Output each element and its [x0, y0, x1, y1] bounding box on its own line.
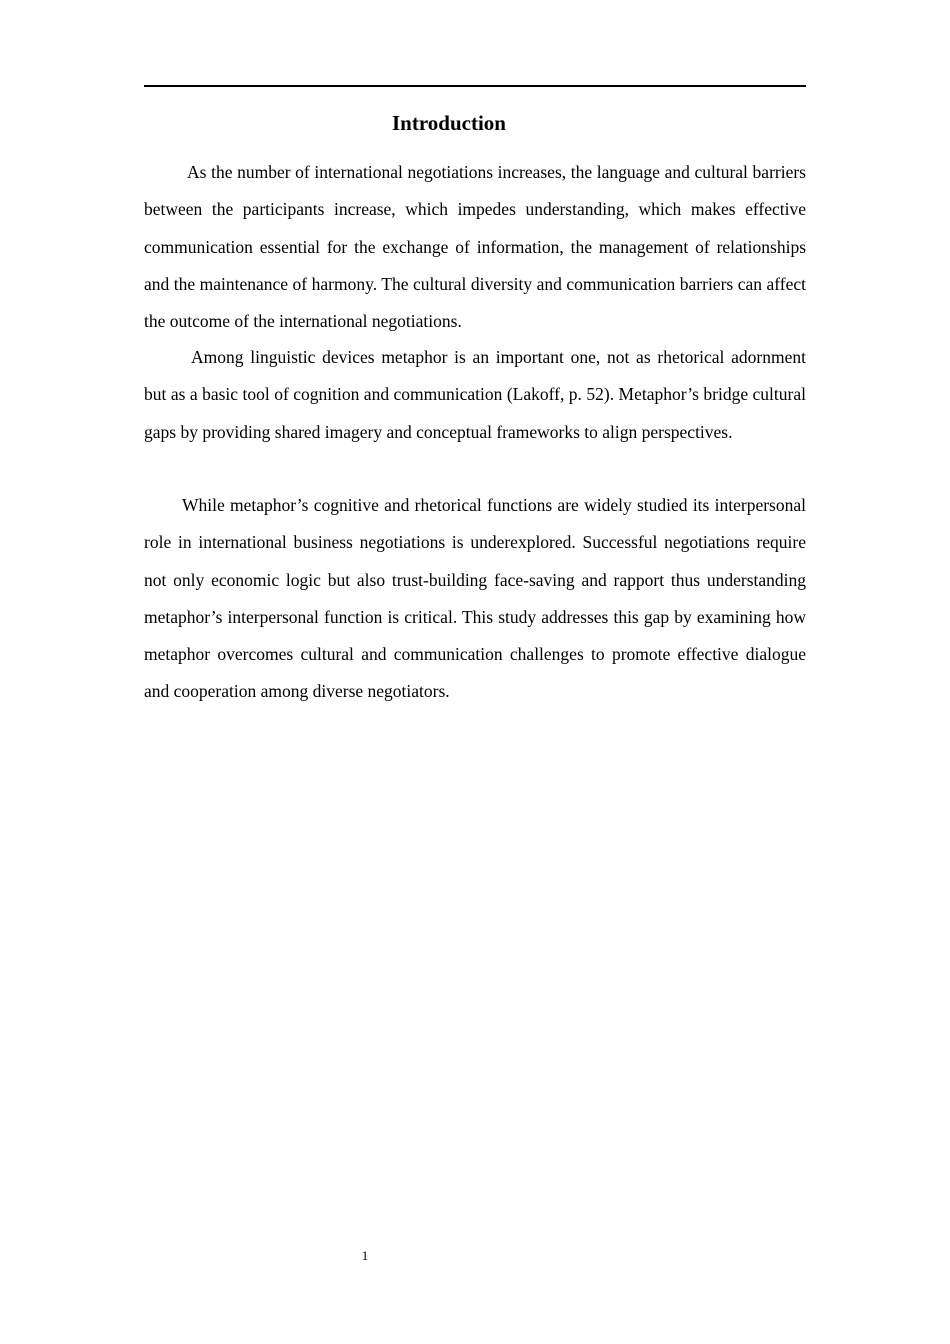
page-title: Introduction	[392, 111, 506, 135]
body-paragraph-1: As the number of international negotiations increases, the language and cultural barriers between the participants increase, which impedes understanding, which makes effective communication essential for the exchange of information, the management of relationships and the maintenance of harmony. The cultural diversity and communication barriers can affect the outcome of the international negotiations.	[144, 162, 806, 332]
header-rule	[144, 85, 806, 87]
body-paragraph-3: While metaphor’s cognitive and rhetorical functions are widely studied its interpersonal role in international business negotiations is underexplored. Successful negotiations require not only economic logic but also trust-building face-saving and rapport thus understanding metaphor’s interpersonal function is critical. This study addresses this gap by examining how metaphor overcomes cultural and communication challenges to promote effective dialogue and cooperation among diverse negotiators.	[144, 495, 806, 702]
body-paragraph-2: Among linguistic devices metaphor is an important one, not as rhetorical adornment but as a basic tool of cognition and communication (Lakoff, p. 52). Metaphor’s bridge cultural gaps by providing shared imagery and conceptual frameworks to align perspectives.	[144, 347, 806, 442]
page-number: 1	[361, 1248, 369, 1263]
